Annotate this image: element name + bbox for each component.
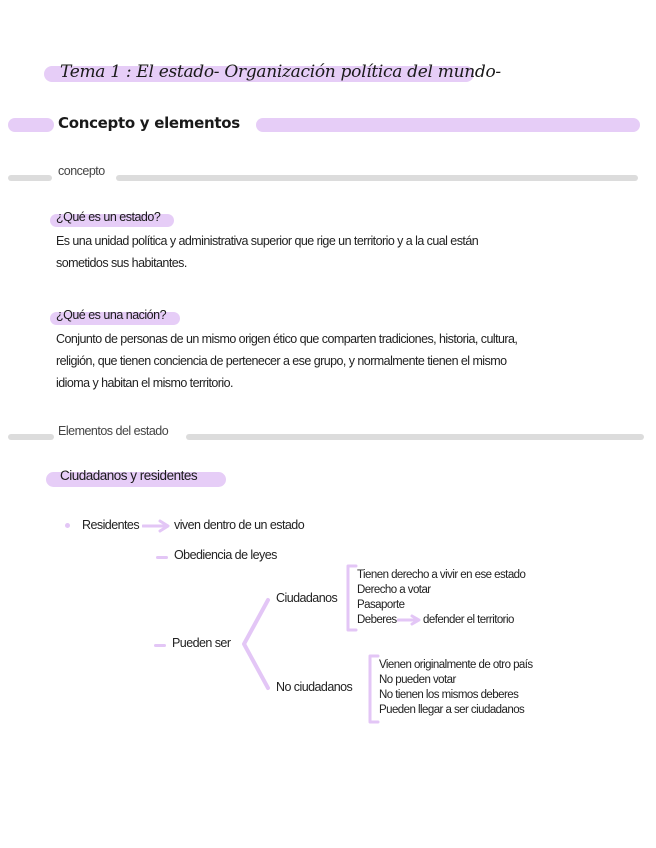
question-estado: ¿Qué es un estado?	[56, 210, 161, 224]
concepto-rule-left	[8, 175, 52, 181]
elementos-rule-left	[8, 434, 54, 440]
concepto-rule-right	[116, 175, 638, 181]
node-residentes-def: viven dentro de un estado	[174, 518, 305, 532]
answer-estado-line: sometidos sus habitantes.	[56, 256, 187, 270]
no-ciudadanos-bracket	[366, 654, 380, 724]
page-title: Tema 1 : El estado- Organización política del mundo-	[60, 62, 501, 82]
arrow-icon	[142, 519, 172, 533]
question-nacion: ¿Qué es una nación?	[56, 308, 167, 322]
section-rule-left	[8, 118, 54, 132]
deberes-def: defender el territorio	[423, 614, 514, 626]
answer-estado	[56, 230, 616, 274]
subheading-ciudadanos-residentes: Ciudadanos y residentes	[60, 468, 198, 483]
bullet-dot	[65, 523, 70, 528]
list-item: Deberes	[357, 614, 397, 626]
arrow-icon	[397, 614, 423, 626]
list-item: Vienen originalmente de otro país	[379, 659, 533, 671]
node-no-ciudadanos: No ciudadanos	[276, 680, 353, 694]
dash-connector	[154, 644, 166, 647]
node-residentes: Residentes	[82, 518, 140, 532]
no-ciudadanos-list	[379, 658, 533, 718]
list-item: Pasaporte	[357, 599, 405, 611]
node-ciudadanos: Ciudadanos	[276, 591, 338, 605]
node-pueden-ser: Pueden ser	[172, 636, 231, 650]
branch-bracket	[238, 596, 272, 692]
answer-estado-line: Es una unidad política y administrativa superior que rige un territorio y a la cual están	[56, 234, 479, 248]
answer-nacion-line: idioma y habitan el mismo territorio.	[56, 376, 233, 390]
section-heading: Concepto y elementos	[58, 114, 240, 132]
elementos-rule-right	[186, 434, 644, 440]
section-rule-right	[256, 118, 640, 132]
list-item: Tienen derecho a vivir en ese estado	[357, 569, 526, 581]
concepto-heading: concepto	[58, 164, 105, 178]
node-obediencia: Obediencia de leyes	[174, 548, 277, 562]
list-item: No pueden votar	[379, 674, 456, 686]
list-item: Derecho a votar	[357, 584, 431, 596]
answer-nacion-line: Conjunto de personas de un mismo origen ético que comparten tradiciones, historia, cultura,	[56, 332, 518, 346]
elementos-heading: Elementos del estado	[58, 424, 169, 438]
ciudadanos-bracket	[344, 564, 358, 632]
dash-connector	[156, 556, 168, 559]
list-item: No tienen los mismos deberes	[379, 689, 519, 701]
answer-nacion	[56, 328, 636, 394]
list-item: Pueden llegar a ser ciudadanos	[379, 704, 525, 716]
answer-nacion-line: religión, que tienen conciencia de pertenecer a ese grupo, y normalmente tienen el mismo	[56, 354, 507, 368]
